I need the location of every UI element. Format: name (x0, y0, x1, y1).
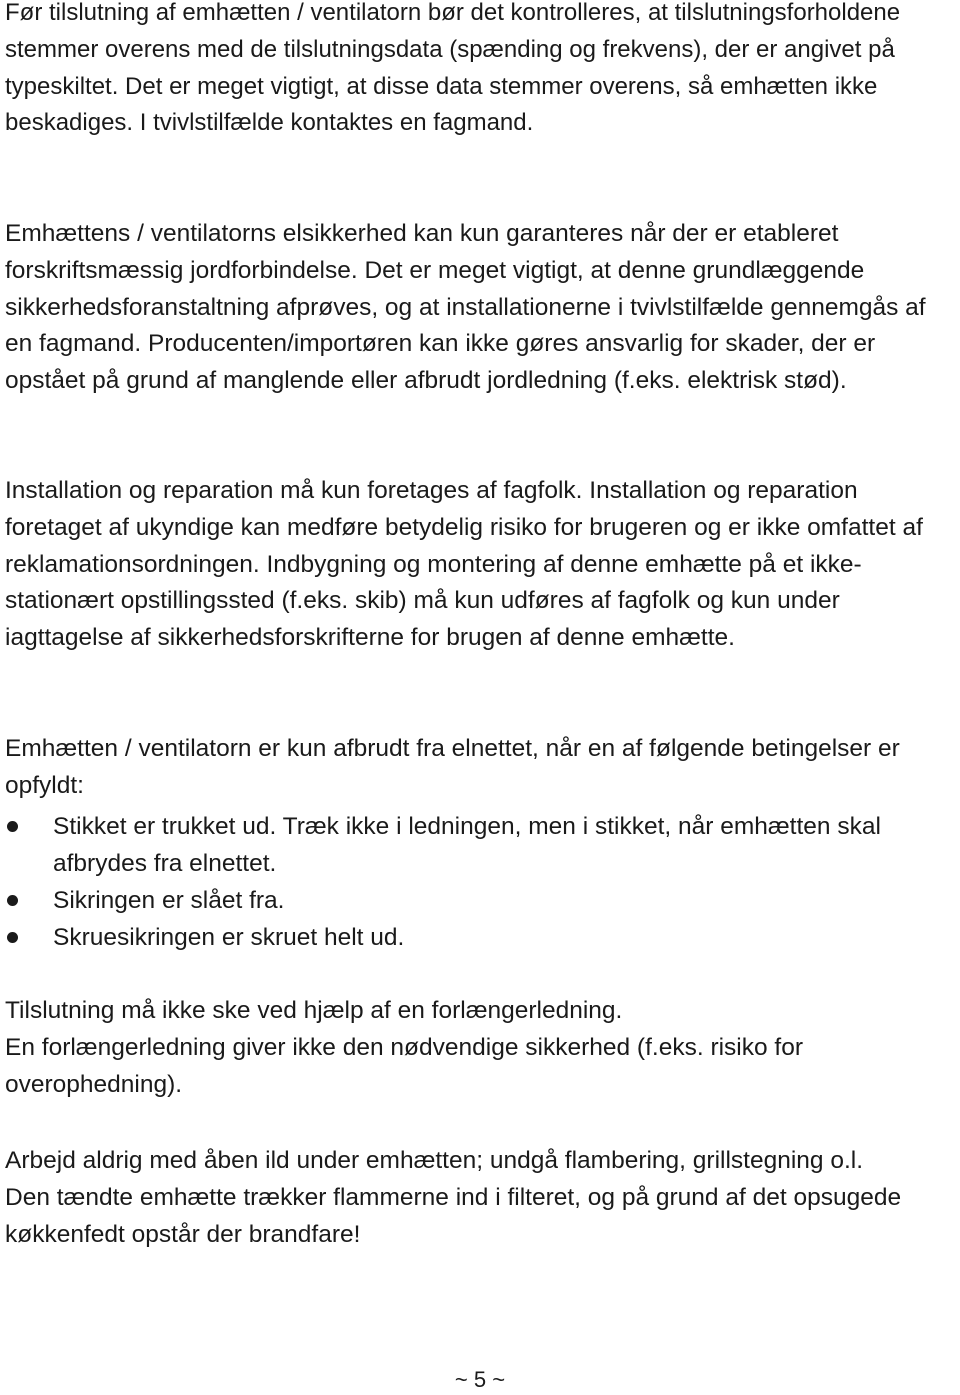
list-item-text: Sikringen er slået fra. (53, 887, 285, 914)
list-item (5, 882, 957, 919)
list-item (5, 808, 957, 882)
list-item (5, 919, 957, 956)
open-fire-line-2: Den tændte emhætte trækker flammerne ind i filteret, og på grund af det opsugede køkkenfedt opstår der brandfare! (5, 1183, 902, 1248)
list-item-text: Stikket er trukket ud. Træk ikke i ledningen, men i stikket, når emhætten skal afbrydes fra elnettet. (53, 813, 881, 877)
bullet-icon (7, 932, 18, 943)
paragraph-earthing-safety: Emhættens / ventilatorns elsikkerhed kan kun garanteres når der er etableret forskriftsmæssig jordforbindelse. Det er meget vigtigt, at denne grundlæggende sikkerhedsforanstaltning afprøves, og at installationerne i tvivlstilfælde gennemgås af en fagmand. Producenten/importøren kan ikke gøres ansvarlig for skader, der er opstået på grund af manglende eller afbrudt jordledning (f.eks. elektrisk stød). (5, 220, 926, 395)
paragraph-installation-repair: Installation og reparation må kun foretages af fagfolk. Installation og reparation foretaget af ukyndige kan medføre betydelig risiko for brugeren og er ikke omfattet af reklamationsordningen. Indbygning og montering af denne emhætte på et ikke-stationært opstillingssted (f.eks. skib) må kun udføres af fagfolk og kun under iagttagelse af sikkerhedsforskrifterne for brugen af denne emhætte. (5, 477, 923, 652)
list-item-text: Skruesikringen er skruet helt ud. (53, 924, 405, 951)
paragraph-extension-cord (5, 993, 957, 1103)
page-number: ~ 5 ~ (454, 1367, 506, 1392)
disconnection-conditions-list (5, 808, 957, 956)
paragraph-connection-check: Før tilslutning af emhætten / ventilatorn bør det kontrolleres, at tilslutningsforholdene stemmer overens med de tilslutningsdata (spænding og frekvens), der er angivet på typeskiltet. Det er meget vigtigt, at disse data stemmer overens, så emhætten ikke beskadiges. I tvivlstilfælde kontaktes en fagmand. (5, 0, 901, 137)
open-fire-line-1: Arbejd aldrig med åben ild under emhætten; undgå flambering, grillstegning o.l. (5, 1147, 864, 1174)
bullet-icon (7, 821, 18, 832)
paragraph-open-fire (5, 1143, 957, 1253)
paragraph-disconnection-conditions: Emhætten / ventilatorn er kun afbrudt fra elnettet, når en af følgende betingelser er opfyldt: (5, 735, 900, 799)
extension-cord-line-2: En forlængerledning giver ikke den nødvendige sikkerhed (f.eks. risiko for overophedning). (5, 1033, 804, 1098)
bullet-icon (7, 895, 18, 906)
extension-cord-line-1: Tilslutning må ikke ske ved hjælp af en forlængerledning. (5, 997, 623, 1024)
